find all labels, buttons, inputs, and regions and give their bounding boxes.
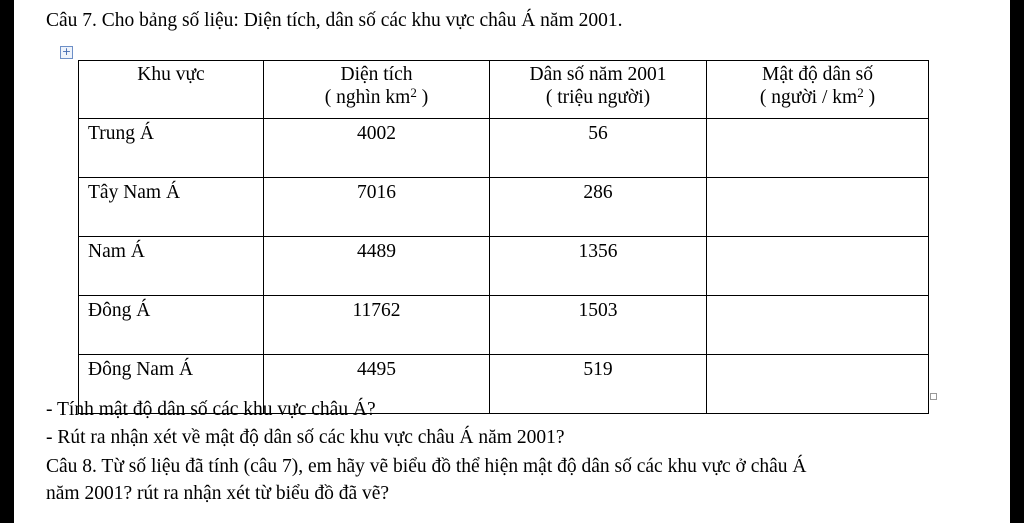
header-population: Dân số năm 2001 ( triệu người) [490,61,707,119]
header-area: Diện tích ( nghìn $km^2$ ) [264,61,490,119]
region-cell: Nam Á [79,237,264,296]
area-cell: 11762 [264,296,490,355]
area-cell: 7016 [264,178,490,237]
population-cell: 1503 [490,296,707,355]
area-cell: 4489 [264,237,490,296]
data-table [78,60,929,414]
table-row [79,119,929,178]
question-7-title: Câu 7. Cho bảng số liệu: Diện tích, dân số các khu vực châu Á năm 2001. [46,10,623,31]
header-region: Khu vực [79,61,264,119]
population-cell: 286 [490,178,707,237]
density-cell[interactable] [707,355,929,414]
question-8-line-1: Câu 8. Từ số liệu đã tính (câu 7), em hãy vẽ biểu đồ thể hiện mật độ dân số các khu vực ở châu Á [46,456,807,477]
population-cell: 519 [490,355,707,414]
task-bullet-1: - Tính mật độ dân số các khu vực châu Á? [46,399,376,420]
table-header-row [79,61,929,119]
area-cell: 4002 [264,119,490,178]
table-move-handle-icon[interactable]: + [61,45,72,58]
document-page [14,0,1010,523]
question-8-line-2: năm 2001? rút ra nhận xét từ biểu đồ đã vẽ? [46,483,390,504]
density-cell[interactable] [707,178,929,237]
region-cell: Tây Nam Á [79,178,264,237]
density-cell[interactable] [707,296,929,355]
table-row [79,237,929,296]
task-bullet-2: - Rút ra nhận xét về mật độ dân số các khu vực châu Á năm 2001? [46,427,565,448]
density-cell[interactable] [707,119,929,178]
clipped-previous-line [150,0,155,9]
header-density: Mật độ dân số ( người / $km^2$ ) [707,61,929,119]
area-cell: 4495 [264,355,490,414]
region-cell: Đông Nam Á [79,355,264,414]
density-cell[interactable] [707,237,929,296]
table-resize-handle-icon[interactable] [930,393,937,400]
table-row [79,178,929,237]
region-cell: Đông Á [79,296,264,355]
table-row [79,296,929,355]
region-cell: Trung Á [79,119,264,178]
population-cell: 1356 [490,237,707,296]
population-cell: 56 [490,119,707,178]
